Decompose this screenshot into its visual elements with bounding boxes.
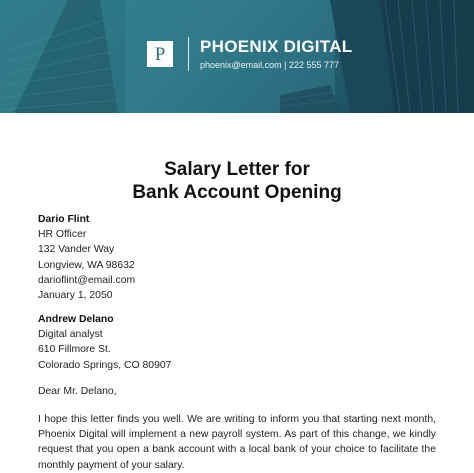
salutation: Dear Mr. Delano, [38, 386, 117, 397]
recipient-city: Colorado Springs, CO 80907 [38, 359, 172, 371]
company-name: PHOENIX DIGITAL [200, 36, 353, 56]
sender-position: HR Officer [38, 229, 87, 241]
sender-city: Longview, WA 98632 [38, 259, 135, 271]
header-banner [0, 0, 474, 113]
letter-date: January 1, 2050 [38, 290, 113, 302]
paragraph-line: monthly payment of your salary. [38, 459, 185, 471]
recipient-position: Digital analyst [38, 329, 103, 341]
title-line-2: Bank Account Opening [132, 182, 342, 203]
brand [147, 37, 352, 71]
brand-divider [188, 37, 189, 71]
sender-name: Dario Flint [38, 214, 90, 225]
letter-title [0, 158, 474, 204]
sender-block [38, 212, 135, 303]
paragraph-line: request that you open a bank account with a local bank of your choice to facilitate the [38, 444, 436, 456]
title-line-1: Salary Letter for [164, 159, 310, 180]
recipient-block [38, 312, 171, 373]
recipient-name: Andrew Delano [38, 314, 114, 325]
logo-letter: P [154, 43, 166, 65]
sender-email: darioflint@email.com [38, 274, 136, 286]
body-paragraph [38, 412, 436, 473]
company-logo [147, 41, 173, 67]
sender-street: 132 Vander Way [38, 244, 115, 256]
brand-text [200, 37, 352, 72]
paragraph-line: Phoenix Digital will implement a new payroll system. As part of this change, we kindly [38, 429, 436, 441]
company-contact: phoenix@email.com | 222 555 777 [200, 59, 340, 70]
recipient-street: 610 Fillmore St. [38, 344, 111, 356]
paragraph-line: I hope this letter finds you well. We are writing to inform you that starting next month, [38, 414, 436, 425]
